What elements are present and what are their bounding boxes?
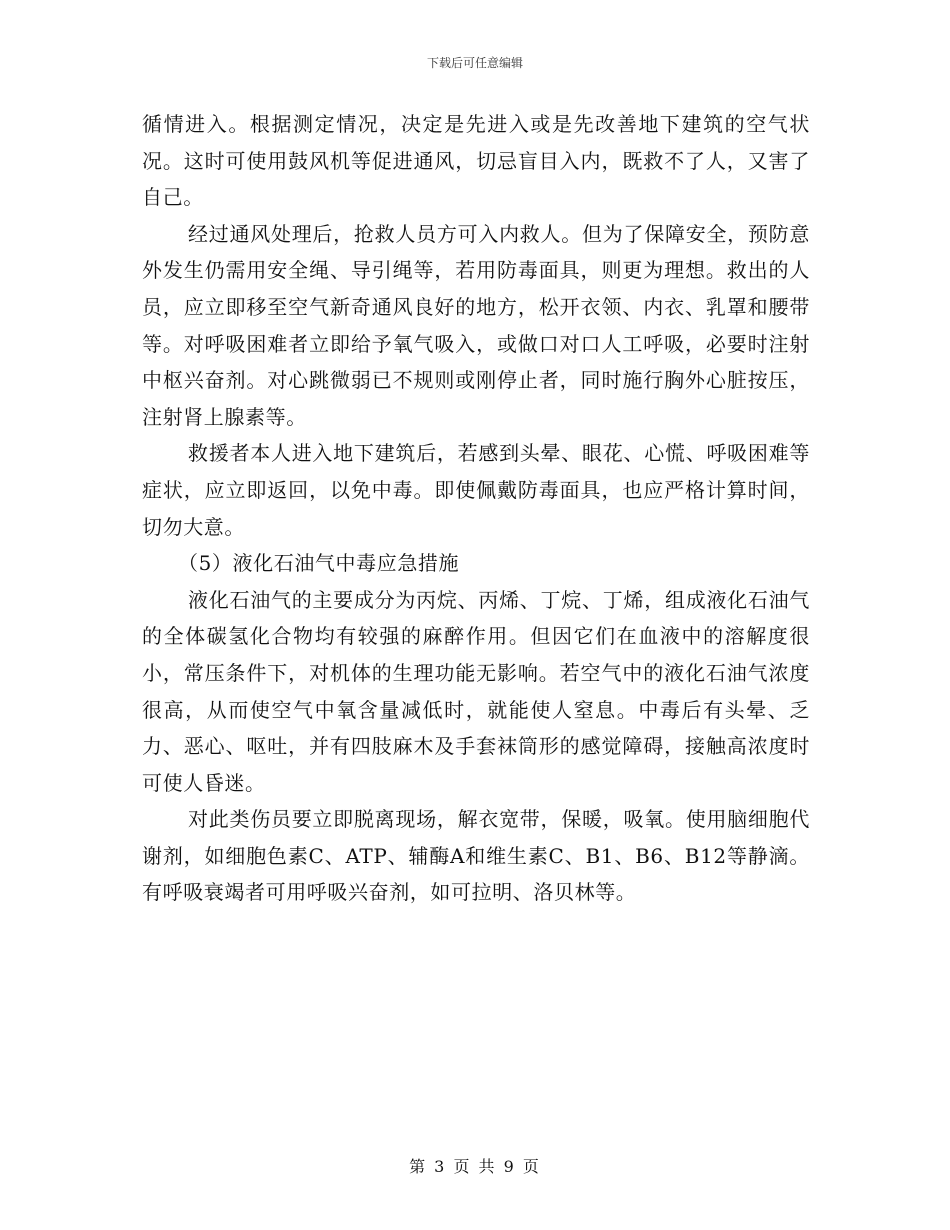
page-header: 下载后可任意编辑	[426, 56, 523, 70]
paragraph-rescue-procedure: 经过通风处理后，抢救人员方可入内救人。但为了保障安全，预防意外发生仍需用安全绳、导引绳等，若用防毒面具，则更为理想。救出的人员，应立即移至空气新奇通风良好的地方，松开衣领、内衣、乳罩和腰带等。对呼吸困难者立即给予氧气吸入，或做口对口人工呼吸，必要时注射中枢兴奋剂。对心跳微弱已不规则或刚停止者，同时施行胸外心脏按压，注射肾上腺素等。	[142, 221, 810, 429]
document-body	[142, 106, 810, 911]
page-number: 第 3 页 共 9 页	[409, 1157, 541, 1176]
section-heading-lpg-poisoning: （5）液化石油气中毒应急措施	[178, 551, 460, 576]
paragraph-rescuer-safety: 救援者本人进入地下建筑后，若感到头晕、眼花、心慌、呼吸困难等症状，应立即返回，以免中毒。即使佩戴防毒面具，也应严格计算时间，切勿大意。	[142, 441, 810, 539]
paragraph-lpg-treatment: 对此类伤员要立即脱离现场，解衣宽带，保暖，吸氧。使用脑细胞代谢剂，如细胞色素C、ATP、辅酶A和维生素C、B1、B6、B12等静滴。有呼吸衰竭者可用呼吸兴奋剂，如可拉明、洛贝林等。	[142, 807, 810, 905]
paragraph-lpg-composition: 液化石油气的主要成分为丙烷、丙烯、丁烷、丁烯，组成液化石油气的全体碳氢化合物均有较强的麻醉作用。但因它们在血液中的溶解度很小，常压条件下，对机体的生理功能无影响。若空气中的液化石油气浓度很高，从而使空气中氧含量减低时，就能使人窒息。中毒后有头晕、乏力、恶心、呕吐，并有四肢麻木及手套袜筒形的感觉障碍，接触高浓度时可使人昏迷。	[142, 587, 810, 795]
paragraph-ventilation-continued: 循情进入。根据测定情况，决定是先进入或是先改善地下建筑的空气状况。这时可使用鼓风机等促进通风，切忌盲目入内，既救不了人，又害了自己。	[142, 112, 810, 210]
